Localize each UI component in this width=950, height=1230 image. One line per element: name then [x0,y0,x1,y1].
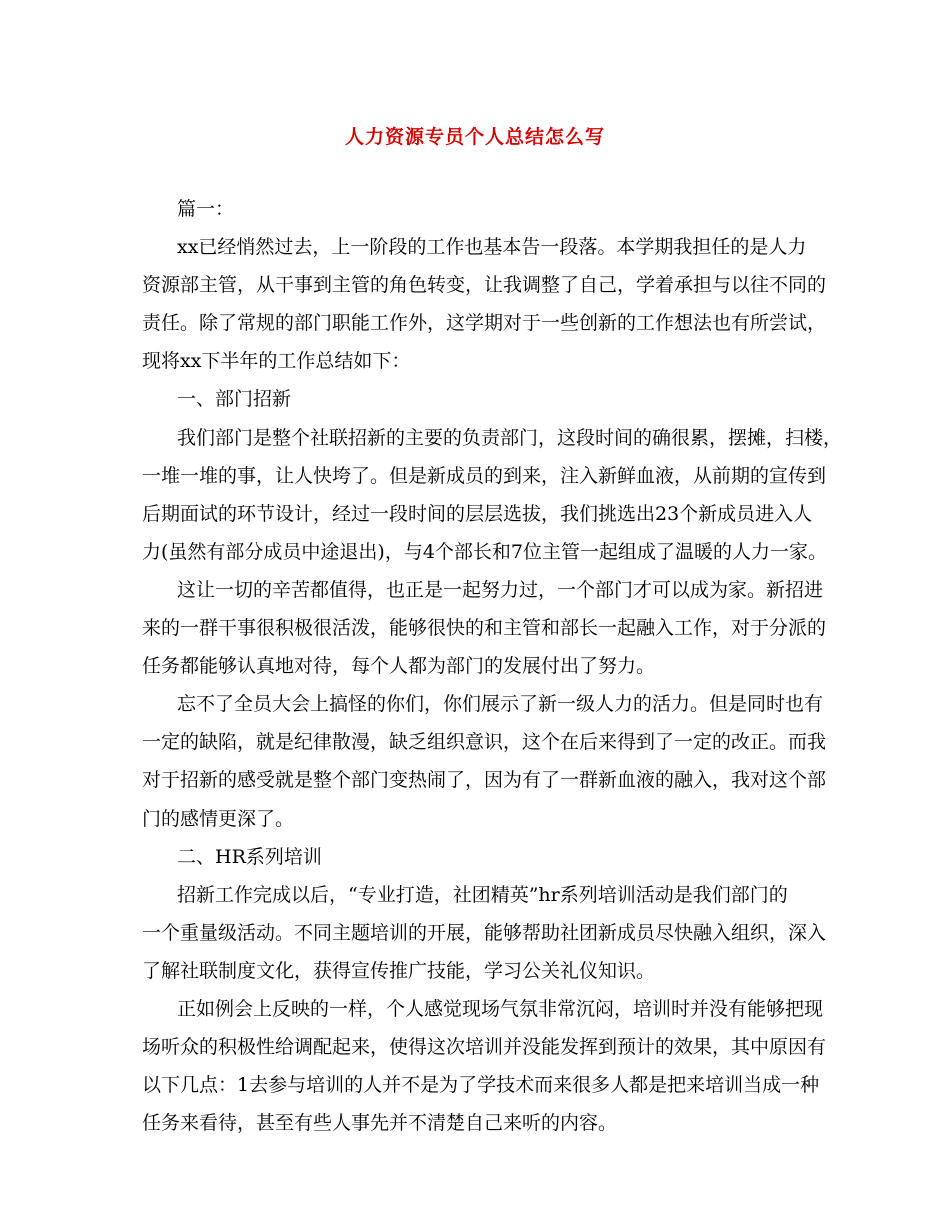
text-line: 对于招新的感受就是整个部门变热闹了，因为有了一群新血液的融入，我对这个部 [142,769,827,792]
text-line: 我们部门是整个社联招新的主要的负责部门，这段时间的确很累，摆摊，扫楼， [177,426,843,449]
text-line: 任务来看待，甚至有些人事先并不清楚自己来听的内容。 [142,1112,618,1135]
document-body [142,190,843,1142]
text-line: 招新工作完成以后，“专业打造，社团精英”hr系列培训活动是我们部门的 [177,883,788,906]
document-title: 人力资源专员个人总结怎么写 [344,126,605,148]
text-line: 这让一切的辛苦都值得，也正是一起努力过，一个部门才可以成为家。新招进 [177,578,824,601]
text-line: 一个重量级活动。不同主题培训的开展，能够帮助社团新成员尽快融入组织，深入 [142,921,827,944]
text-line: 任务都能够认真地对待，每个人都为部门的发展付出了努力。 [142,655,656,678]
text-line: 一堆一堆的事，让人快垮了。但是新成员的到来，注入新鲜血液，从前期的宣传到 [142,464,827,487]
text-line: 了解社联制度文化，获得宣传推广技能，学习公关礼仪知识。 [142,959,656,982]
text-line: 力(虽然有部分成员中途退出)，与4个部长和7位主管一起组成了温暖的人力一家。 [142,540,828,563]
text-line: 门的感情更深了。 [142,807,295,830]
text-line: 以下几点：1去参与培训的人并不是为了学技术而来很多人都是把来培训当成一种 [142,1074,820,1097]
text-line: 资源部主管，从干事到主管的角色转变，让我调整了自己，学着承担与以往不同的 [142,274,827,297]
text-line: 场听众的积极性给调配起来，使得这次培训并没能发挥到预计的效果，其中原因有 [142,1036,827,1059]
text-line: 忘不了全员大会上搞怪的你们，你们展示了新一级人力的活力。但是同时也有 [177,693,824,716]
text-line: xx已经悄然过去，上一阶段的工作也基本告一段落。本学期我担任的是人力 [177,236,807,259]
text-line: 篇一： [177,198,235,220]
text-line: 来的一群干事很积极很活泼，能够很快的和主管和部长一起融入工作，对于分派的 [142,617,827,640]
text-line: 责任。除了常规的部门职能工作外，这学期对于一些创新的工作想法也有所尝试， [142,312,827,335]
text-line: 现将xx下半年的工作总结如下： [142,350,411,373]
text-line: 后期面试的环节设计，经过一段时间的层层选拔，我们挑选出23个新成员进入人 [142,502,813,525]
section-heading: 二、HR系列培训 [177,845,322,868]
text-line: 一定的缺陷，就是纪律散漫，缺乏组织意识，这个在后来得到了一定的改正。而我 [142,731,827,754]
section-heading: 一、部门招新 [177,388,292,411]
text-line: 正如例会上反映的一样，个人感觉现场气氛非常沉闷，培训时并没有能够把现 [177,997,824,1020]
